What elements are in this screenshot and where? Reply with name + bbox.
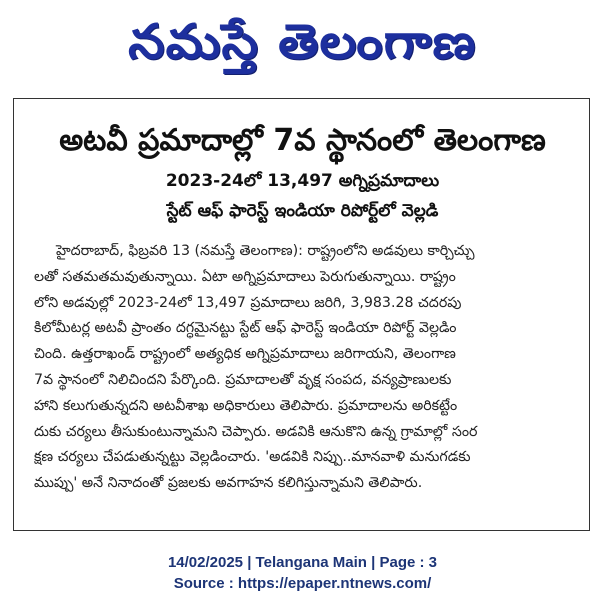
article-body-line: 7వ స్థానంలో నిలిచిందని పేర్కొంది. ప్రమాదాలతో వృక్ష సంపద, వన్యప్రాణులకు [34, 371, 452, 388]
article-subheadline-1: 2023-24లో 13,497 అగ్నిప్రమాదాలు [165, 171, 440, 191]
article-body [34, 239, 571, 497]
article-body-line: చింది. ఉత్తరాఖండ్ రాష్ట్రంలో అత్యధిక అగ్నిప్రమాదాలు జరిగాయని, తెలంగాణ [34, 346, 456, 363]
article-subheadline-2: స్టేట్ ఆఫ్ ఫారెస్ట్ ఇండియా రిపోర్ట్‌లో వెల్లడి [166, 201, 439, 221]
article-body-line: లోని అడవుల్లో 2023-24లో 13,497 ప్రమాదాలు జరిగి, 3,983.28 చదరపు [34, 294, 462, 311]
article-body-line: క్షణ చర్యలు చేపడుతున్నట్టు వెల్లడించారు. 'అడవికి నిప్పు..మానవాళి మనుగడకు [34, 449, 471, 466]
newspaper-masthead [0, 6, 605, 78]
article-headline: అటవీ ప్రమాదాల్లో 7వ స్థానంలో తెలంగాణ [59, 123, 546, 158]
news-clipping [13, 98, 590, 531]
masthead-logo-text: నమస్తే తెలంగాణ [128, 14, 477, 70]
article-body-line: కిలోమీటర్ల అటవీ ప్రాంతం దగ్ధమైనట్టు స్టేట్ ఆఫ్ ఫారెస్ట్ ఇండియా రిపోర్ట్ వెల్లడిం [34, 320, 457, 337]
footer-date-edition-page: 14/02/2025 | Telangana Main | Page : 3 [167, 554, 438, 571]
article-body-line: ముప్పు' అనే నినాదంతో ప్రజలకు అవగాహన కలిగిస్తున్నామని తెలిపారు. [34, 475, 423, 492]
article-body-line: హైదరాబాద్, ఫిబ్రవరి 13 (నమస్తే తెలంగాణ): రాష్ట్రంలోని అడవులు కార్చిచ్చు [56, 243, 475, 259]
footer-source-link[interactable]: Source : https://epaper.ntnews.com/ [173, 575, 432, 592]
article-body-line: దుకు చర్యలు తీసుకుంటున్నామని చెప్పారు. అడవికి ఆనుకొని ఉన్న గ్రామాల్లో సంర [34, 423, 478, 440]
article-body-line: హాని కలుగుతున్నదని అటవీశాఖ అధికారులు తెలిపారు. ప్రమాదాలను అరికట్టేం [34, 397, 458, 414]
article-body-line: లతో సతమతమవుతున్నాయి. ఏటా అగ్నిప్రమాదాలు పెరుగుతున్నాయి. రాష్ట్రం [34, 268, 456, 285]
